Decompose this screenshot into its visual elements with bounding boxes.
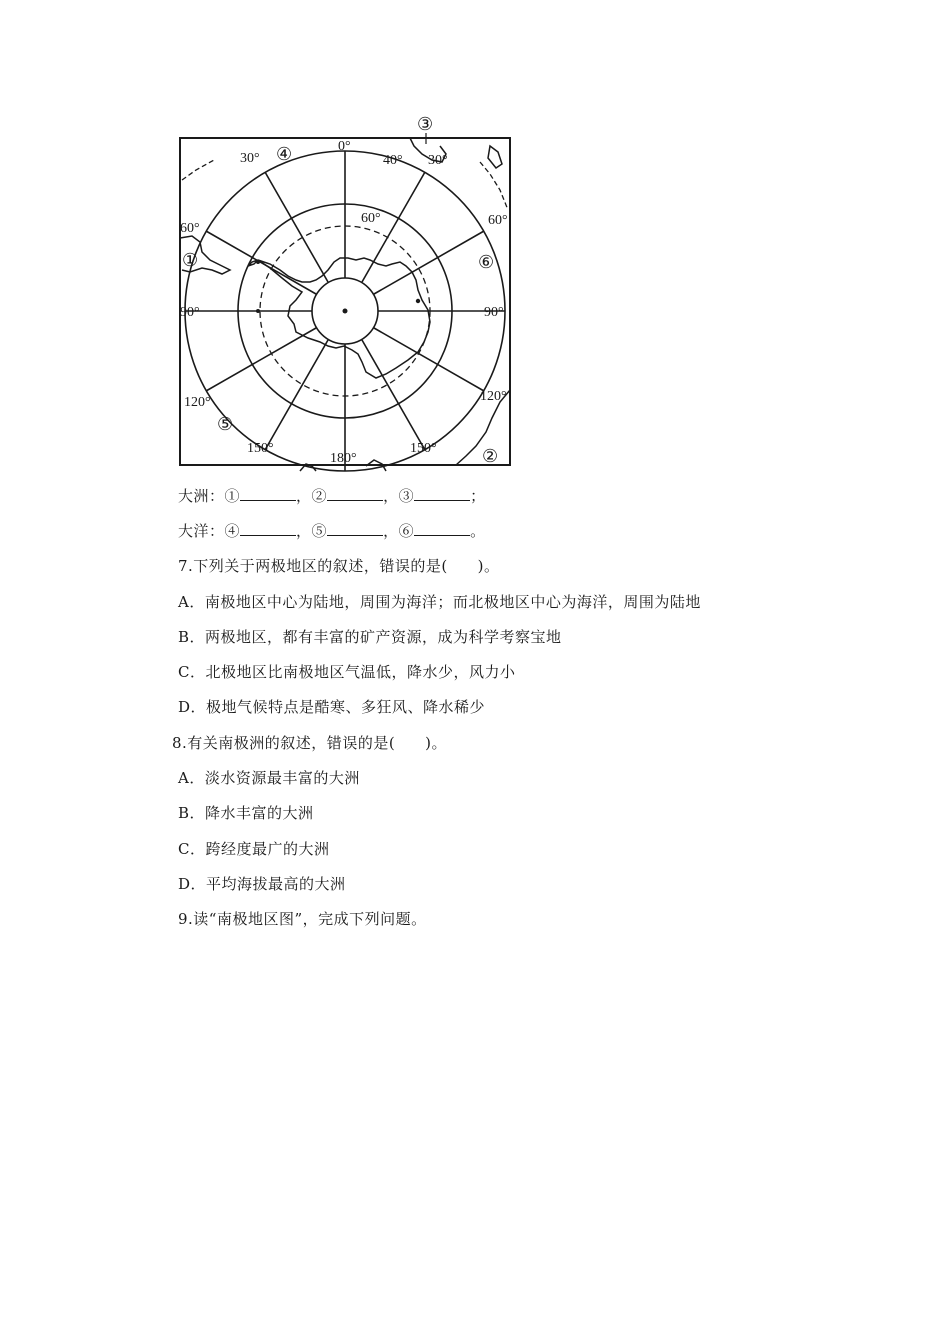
map-marker-6: ⑥ [478,252,495,273]
question-7-option-c: C．北极地区比南极地区气温低，降水少，风力小 [178,663,516,681]
blank-3[interactable] [414,486,470,501]
blank-2[interactable] [327,486,383,501]
station-dot [256,260,260,264]
map-marker-4: ④ [276,144,293,165]
label-lon-40: 40° [383,153,403,168]
separator: ， [383,487,399,505]
blank-3-marker: ③ [398,487,415,505]
separator: ； [470,487,486,505]
antarctic-map [170,110,520,475]
blank-1-marker: ① [224,487,241,505]
ice-edge-right [480,162,508,210]
blank-5[interactable] [327,521,383,536]
separator: 。 [470,522,486,540]
question-9-stem: 9.读“南极地区图”，完成下列问题。 [178,910,427,928]
label-lat-60: 60° [361,211,381,226]
question-7-option-b: B．两极地区，都有丰富的矿产资源，成为科学考察宝地 [178,628,562,646]
question-8-stem-end: )。 [425,734,448,752]
oceans-fill-in [178,521,486,541]
question-8-option-a: A．淡水资源最丰富的大洲 [178,769,360,787]
label-lon-90-left: 90° [180,305,200,320]
question-8-option-d: D．平均海拔最高的大洲 [178,875,346,893]
map-marker-2: ② [482,446,499,467]
continents-label: 大洲： [178,487,225,505]
question-8-option-b: B．降水丰富的大洲 [178,804,314,822]
label-lon-150-right: 150° [410,441,437,456]
station-dot [256,309,260,313]
label-lon-150-left: 150° [247,441,274,456]
blank-4[interactable] [240,521,296,536]
blank-6[interactable] [414,521,470,536]
question-8-stem [172,733,447,753]
label-lon-120-right: 120° [480,389,507,404]
question-7-stem-end: )。 [477,557,500,575]
oceans-label: 大洋： [178,522,225,540]
label-lon-0: 0° [338,139,351,154]
label-lon-90-right: 90° [484,305,504,320]
label-lon-30-left: 30° [240,151,260,166]
continents-fill-in [178,486,486,506]
label-lon-120-left: 120° [184,395,211,410]
label-lon-60-left: 60° [180,221,200,236]
question-7-option-a: A．南极地区中心为陆地，周围为海洋；而北极地区中心为海洋，周围为陆地 [178,593,701,611]
question-7-stem-text: 7.下列关于两极地区的叙述，错误的是( [178,557,448,575]
antarctic-map-figure [170,110,520,475]
map-marker-3: ③ [417,114,434,135]
blank-5-marker: ⑤ [311,522,328,540]
blank-6-marker: ⑥ [398,522,415,540]
label-lon-60-right: 60° [488,213,508,228]
question-8-option-c: C．跨经度最广的大洲 [178,840,330,858]
question-8-stem-text: 8.有关南极洲的叙述，错误的是( [172,734,396,752]
label-lon-180: 180° [330,451,357,466]
ice-edge-left [182,160,214,180]
madagascar-coast [488,146,502,168]
south-pole-point [343,309,348,314]
separator: ， [383,522,399,540]
blank-4-marker: ④ [224,522,241,540]
map-marker-1: ① [182,250,199,271]
separator: ， [296,487,312,505]
question-7-stem [178,556,500,576]
label-lon-30-right: 30° [428,153,448,168]
question-7-option-d: D．极地气候特点是酷寒、多狂风、降水稀少 [178,698,486,716]
separator: ， [296,522,312,540]
station-dot [416,299,420,303]
map-marker-5: ⑤ [217,414,234,435]
blank-1[interactable] [240,486,296,501]
blank-2-marker: ② [311,487,328,505]
